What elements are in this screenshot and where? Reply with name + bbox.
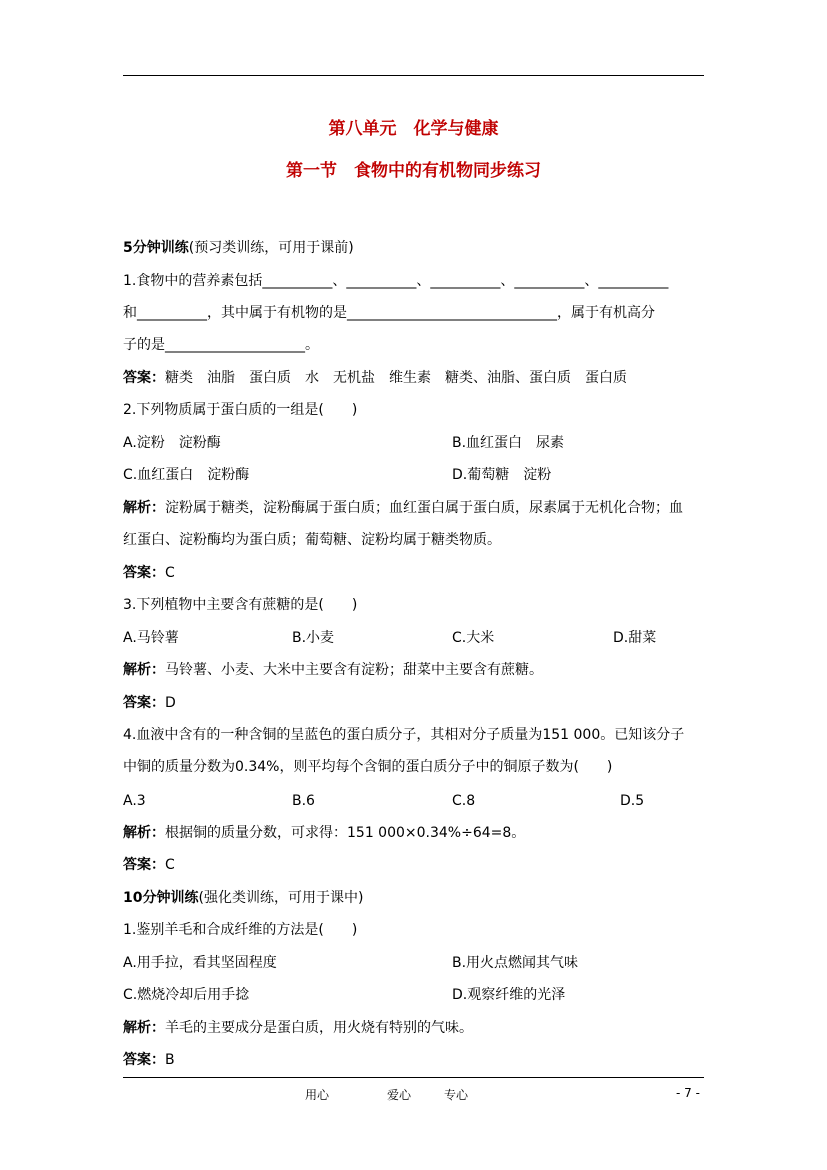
analysis-text: 马铃薯、小麦、大米中主要含有淀粉；甜菜中主要含有蔗糖。 (165, 662, 543, 678)
p2-q1-analysis (123, 1019, 473, 1037)
answer-label: 答案： (123, 695, 165, 711)
footer-middle: 爱心 (387, 1088, 412, 1102)
part1-heading (123, 239, 354, 257)
p2-q1-option-b: B.用火点燃闻其气味 (452, 955, 579, 971)
p2-q1-option-a: A.用手拉，看其坚固程度 (123, 955, 277, 971)
analysis-label: 解析： (123, 500, 165, 516)
q1-line1: 1.食物中的营养素包括__________、__________、__________、__________、__________ (123, 273, 669, 289)
q4-answer (123, 856, 175, 874)
analysis-label: 解析： (123, 662, 165, 678)
answer-label: 答案： (123, 370, 165, 386)
answer-text: B (165, 1052, 175, 1068)
q3-option-c: C.大米 (452, 630, 495, 646)
p2-q1-answer (123, 1051, 175, 1069)
p2-q1-option-c: C.燃烧冷却后用手捻 (123, 987, 250, 1003)
analysis-label: 解析： (123, 1020, 165, 1036)
page-number: - 7 - (676, 1086, 700, 1100)
analysis-text: 淀粉属于糖类，淀粉酶属于蛋白质；血红蛋白属于蛋白质，尿素属于无机化合物；血 (165, 500, 683, 516)
p2-q1-stem: 1.鉴别羊毛和合成纤维的方法是( ) (123, 922, 358, 938)
answer-label: 答案： (123, 857, 165, 873)
footer-right: 专心 (444, 1088, 469, 1102)
q1-line2: 和__________，其中属于有机物的是______________________________，属于有机高分 (123, 305, 655, 321)
q2-option-a: A.淀粉 淀粉酶 (123, 435, 221, 451)
footer-left: 用心 (305, 1088, 330, 1102)
answer-text: C (165, 857, 175, 873)
section-title: 第一节 食物中的有机物同步练习 (286, 161, 541, 181)
q4-option-c: C.8 (452, 793, 476, 809)
part1-heading-rest: (预习类训练，可用于课前) (188, 240, 354, 256)
q4-option-d: D.5 (620, 793, 645, 809)
q2-analysis-line1 (123, 499, 683, 517)
footer-rule (123, 1077, 704, 1078)
analysis-label: 解析： (123, 825, 165, 841)
q3-answer (123, 694, 176, 712)
q4-stem-line2: 中铜的质量分数为0.34%，则平均每个含铜的蛋白质分子中的铜原子数为( ) (123, 759, 613, 775)
answer-text: C (165, 565, 175, 581)
analysis-text: 羊毛的主要成分是蛋白质，用火烧有特别的气味。 (165, 1020, 473, 1036)
q3-option-a: A.马铃薯 (123, 630, 179, 646)
q4-stem-line1: 4.血液中含有的一种含铜的呈蓝色的蛋白质分子，其相对分子质量为151 000。已知该分子 (123, 727, 685, 743)
q2-option-b: B.血红蛋白 尿素 (452, 435, 565, 451)
q2-option-c: C.血红蛋白 淀粉酶 (123, 467, 250, 483)
q2-answer (123, 564, 175, 582)
q1-line3: 子的是____________________。 (123, 337, 319, 353)
q2-option-d: D.葡萄糖 淀粉 (452, 467, 552, 483)
q4-analysis (123, 824, 525, 842)
analysis-text: 根据铜的质量分数，可求得：151 000×0.34%÷64=8。 (165, 825, 526, 841)
q3-option-b: B.小麦 (292, 630, 335, 646)
part2-heading-rest: (强化类训练，可用于课中) (198, 890, 364, 906)
answer-label: 答案： (123, 1052, 165, 1068)
q3-option-d: D.甜菜 (613, 630, 657, 646)
q1-answer (123, 369, 627, 387)
part2-heading-bold: 10分钟训练 (123, 890, 199, 906)
header-rule (123, 75, 704, 76)
answer-label: 答案： (123, 565, 165, 581)
q3-stem: 3.下列植物中主要含有蔗糖的是( ) (123, 597, 358, 613)
q2-stem: 2.下列物质属于蛋白质的一组是( ) (123, 402, 358, 418)
p2-q1-option-d: D.观察纤维的光泽 (452, 987, 566, 1003)
unit-title: 第八单元 化学与健康 (328, 119, 499, 139)
q4-option-b: B.6 (292, 793, 315, 809)
q2-analysis-line2: 红蛋白、淀粉酶均为蛋白质；葡萄糖、淀粉均属于糖类物质。 (123, 532, 501, 548)
q3-analysis (123, 661, 543, 679)
q4-option-a: A.3 (123, 793, 146, 809)
answer-text: 糖类 油脂 蛋白质 水 无机盐 维生素 糖类、油脂、蛋白质 蛋白质 (165, 370, 627, 386)
answer-text: D (165, 695, 176, 711)
part2-heading (123, 889, 363, 907)
part1-heading-bold: 5分钟训练 (123, 240, 189, 256)
